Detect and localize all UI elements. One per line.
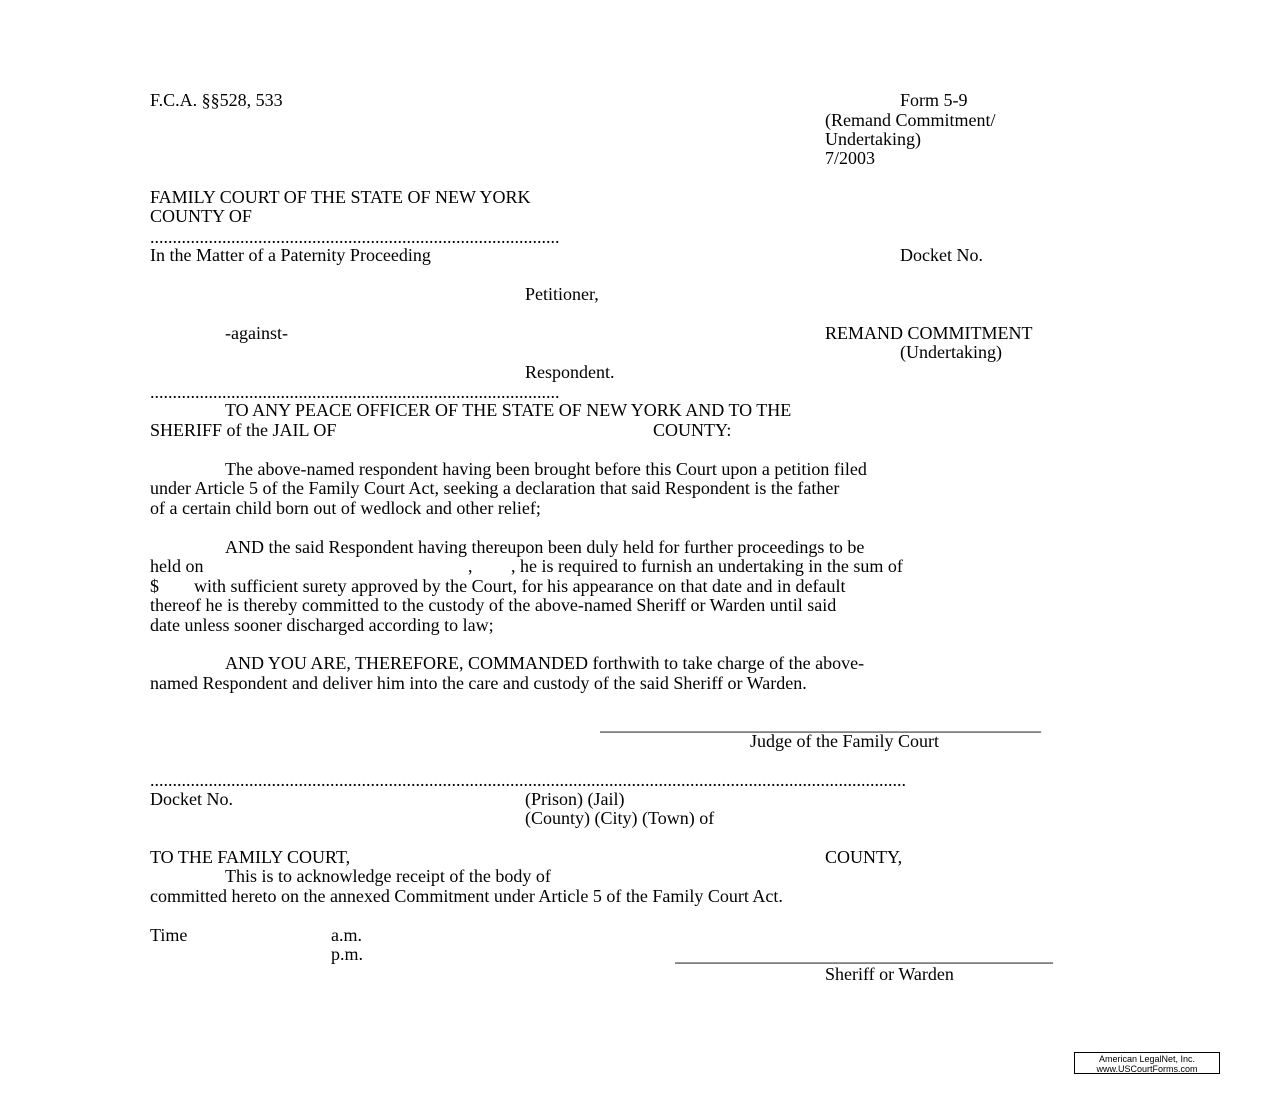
paragraph2-dollar: $ (150, 576, 159, 596)
paragraph2-comma: , (468, 556, 473, 576)
am-label: a.m. (331, 925, 362, 945)
paragraph2-line2: , he is required to furnish an undertaking in the sum of (511, 556, 903, 576)
publisher-name: American LegalNet, Inc. (1098, 1054, 1196, 1064)
acknowledge-line2: committed hereto on the annexed Commitment under Article 5 of the Family Court Act. (150, 886, 783, 906)
matter-title: In the Matter of a Paternity Proceeding (150, 245, 431, 265)
form-number: Form 5-9 (900, 90, 968, 110)
docket-label: Docket No. (900, 245, 983, 265)
paragraph2-line3: with sufficient surety approved by the Court, for his appearance on that date and in default (194, 576, 846, 596)
respondent-label: Respondent. (525, 362, 615, 382)
paragraph1-line2: under Article 5 of the Family Court Act, seeking a declaration that said Respondent is the father (150, 478, 840, 498)
document-title: REMAND COMMITMENT (825, 323, 1033, 343)
publisher-site: www.USCourtForms.com (1096, 1064, 1198, 1074)
paragraph2-line5: date unless sooner discharged according to law; (150, 615, 494, 635)
address-line1: TO ANY PEACE OFFICER OF THE STATE OF NEW YORK AND TO THE (225, 400, 792, 420)
form-description-line1: (Remand Commitment/ (825, 110, 996, 130)
paragraph2-held-on: held on (150, 556, 204, 576)
paragraph1-line1: The above-named respondent having been brought before this Court upon a petition filed (225, 459, 867, 479)
caption-divider-bottom: ........................................................................................... (150, 382, 560, 402)
court-name: FAMILY COURT OF THE STATE OF NEW YORK (150, 187, 531, 207)
time-label: Time (150, 925, 188, 945)
paragraph2-line1: AND the said Respondent having thereupon been duly held for further proceedings to be (225, 537, 865, 557)
acknowledge-line1: This is to acknowledge receipt of the body of (225, 866, 551, 886)
address-line2-jail: SHERIFF of the JAIL OF (150, 420, 337, 440)
paragraph3-line1: AND YOU ARE, THEREFORE, COMMANDED forthwith to take charge of the above- (225, 653, 865, 673)
document-subtitle: (Undertaking) (900, 342, 1002, 362)
against-label: -against- (225, 323, 288, 343)
to-family-court: TO THE FAMILY COURT, (150, 847, 351, 867)
paragraph2-line4: thereof he is thereby committed to the custody of the above-named Sheriff or Warden until said (150, 595, 837, 615)
sheriff-signature-label: Sheriff or Warden (825, 964, 954, 984)
prison-jail-label: (Prison) (Jail) (525, 789, 625, 809)
caption-divider-top: ........................................................................................... (150, 227, 560, 247)
form-description-line2: Undertaking) (825, 129, 921, 149)
receipt-county: COUNTY, (825, 847, 903, 867)
pm-label: p.m. (331, 944, 364, 964)
judge-signature-line: _________________________________________________ (600, 714, 1041, 734)
address-line2-county: COUNTY: (653, 420, 732, 440)
form-date: 7/2003 (825, 148, 876, 168)
paragraph1-line3: of a certain child born out of wedlock and other relief; (150, 498, 541, 518)
court-county: COUNTY OF (150, 206, 252, 226)
sheriff-signature-line: __________________________________________ (675, 945, 1053, 965)
receipt-divider: ........................................................................................................................................................................ (150, 770, 906, 790)
publisher-badge (1074, 1052, 1220, 1074)
receipt-docket-label: Docket No. (150, 789, 233, 809)
statute-reference: F.C.A. §§528, 533 (150, 90, 283, 110)
paragraph3-line2: named Respondent and deliver him into the care and custody of the said Sheriff or Warden. (150, 673, 807, 693)
county-city-town-label: (County) (City) (Town) of (525, 808, 715, 828)
petitioner-label: Petitioner, (525, 284, 599, 304)
judge-signature-label: Judge of the Family Court (750, 731, 939, 751)
